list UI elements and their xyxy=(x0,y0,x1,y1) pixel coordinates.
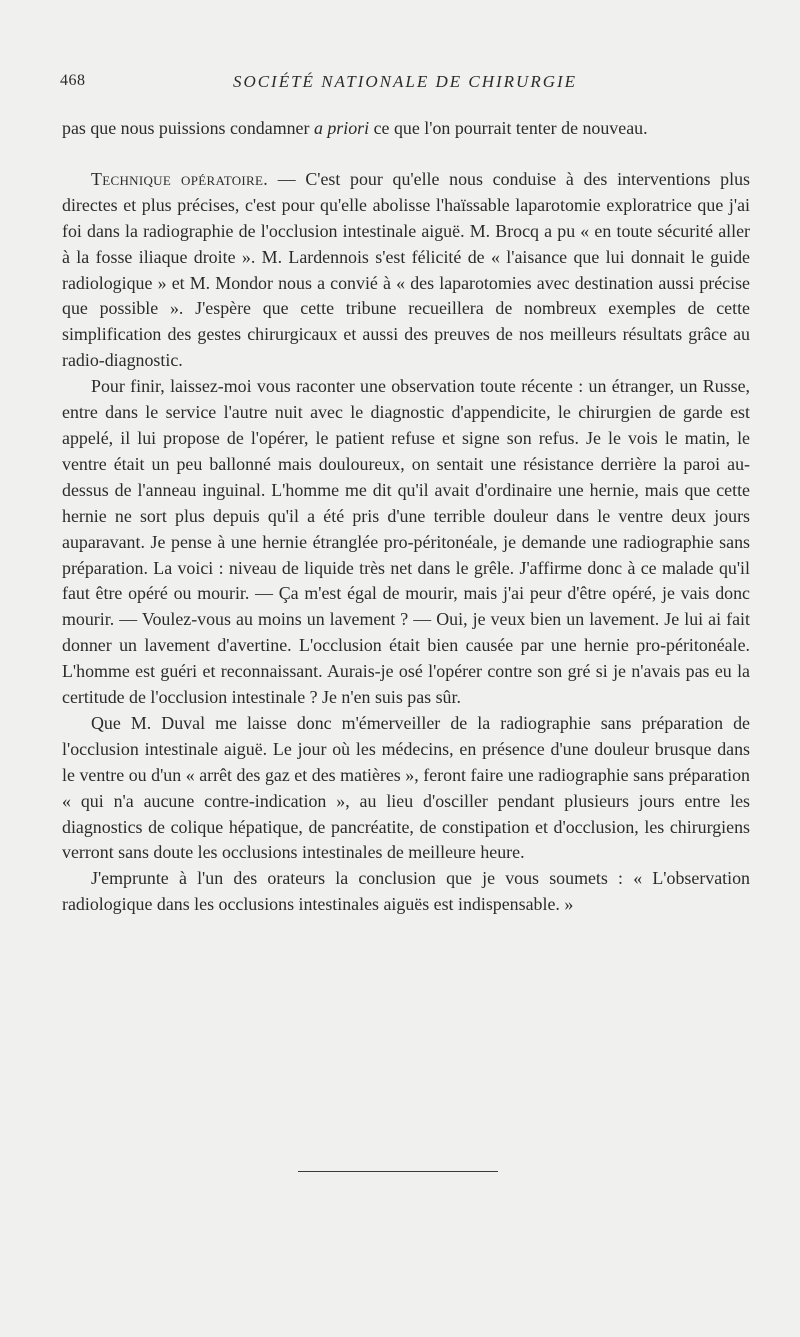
running-title: SOCIÉTÉ NATIONALE DE CHIRURGIE xyxy=(232,72,578,91)
paragraph-observation: Pour finir, laissez-moi vous raconter une observation toute récente : un étranger, un Russe, entre dans le service l'autre nuit avec le diagnostic d'appendicite, le chirurgien de garde est appelé, il lui propose de l'opérer, le patient refuse et signe son refus. Je le vois le matin, le ventre était un peu ballonné mais douloureux, on sentait une résistance derrière la paroi au-dessus de l'anneau inguinal. L'homme me dit qu'il avait d'ordinaire une hernie, mais que cette hernie ne sort plus depuis qu'il a été pris d'une terrible douleur dans le ventre deux jours auparavant. Je pense à une hernie étranglée pro-péritonéale, je demande une radiographie sans préparation. La voici : niveau de liquide très net dans le grêle. J'affirme donc à ce malade qu'il faut être opéré ou mourir. — Ça m'est égal de mourir, mais j'ai peur d'être opéré, je vais donc mourir. — Voulez-vous au moins un lavement ? — Oui, je veux bien un lavement. Je lui ai fait donner un lavement d'avertine. L'occlusion était bien causée par une hernie pro-péritonéale. L'homme est guéri et reconnaissant. Aurais-je osé l'opérer contre son gré si je n'avais pas eu la certitude de l'occlusion intestinale ? Je n'en suis pas sûr. xyxy=(62,376,750,708)
paragraph-continuation xyxy=(62,116,750,142)
paragraph-text: ce que l'on pourrait tenter de nouveau. xyxy=(369,118,648,138)
paragraph-technique xyxy=(62,167,750,374)
section-heading: Technique opératoire. xyxy=(91,168,269,189)
paragraph-conclusion: J'emprunte à l'un des orateurs la conclusion que je vous soumets : « L'observation radiologique dans les occlusions intestinales aiguës est indispensable. » xyxy=(62,868,750,915)
page-number: 468 xyxy=(60,72,86,89)
italic-phrase: a priori xyxy=(313,118,370,138)
paragraph-text: — C'est pour qu'elle nous conduise à des interventions plus directes et plus précises, c'est pour qu'elle abolisse l'haïssable laparotomie exploratrice que j'ai foi dans la radiographie de l'occlusion intestinale aiguë. M. Brocq a pu « en toute sécurité aller à la fosse iliaque droite ». M. Lardennois s'est félicité de « l'aisance que lui donnait le guide radiologique » et M. Mondor nous a convié à « des laparotomies avec destination aussi précise que possible ». J'espère que cette tribune recueillera de nombreux exemples de cette simplification des gestes chirurgicaux et aussi des preuves de nos meilleurs résultats grâce au radio-diagnostic. xyxy=(62,168,751,371)
article-body xyxy=(62,116,750,918)
end-rule xyxy=(298,1171,498,1172)
page-header xyxy=(60,72,750,102)
paragraph-duval: Que M. Duval me laisse donc m'émerveiller de la radiographie sans préparation de l'occlusion intestinale aiguë. Le jour où les médecins, en présence d'une douleur brusque dans le ventre ou d'un « arrêt des gaz et des matières », feront faire une radiographie sans préparation « qui n'a aucune contre-indication », au lieu d'osciller pendant plusieurs jours entre les diagnostics de colique hépatique, de pancréatite, de constipation et d'occlusion, les chirurgiens verront sans doute les occlusions intestinales de meilleure heure. xyxy=(62,712,750,863)
paragraph-text: pas que nous puissions condamner xyxy=(62,118,314,138)
